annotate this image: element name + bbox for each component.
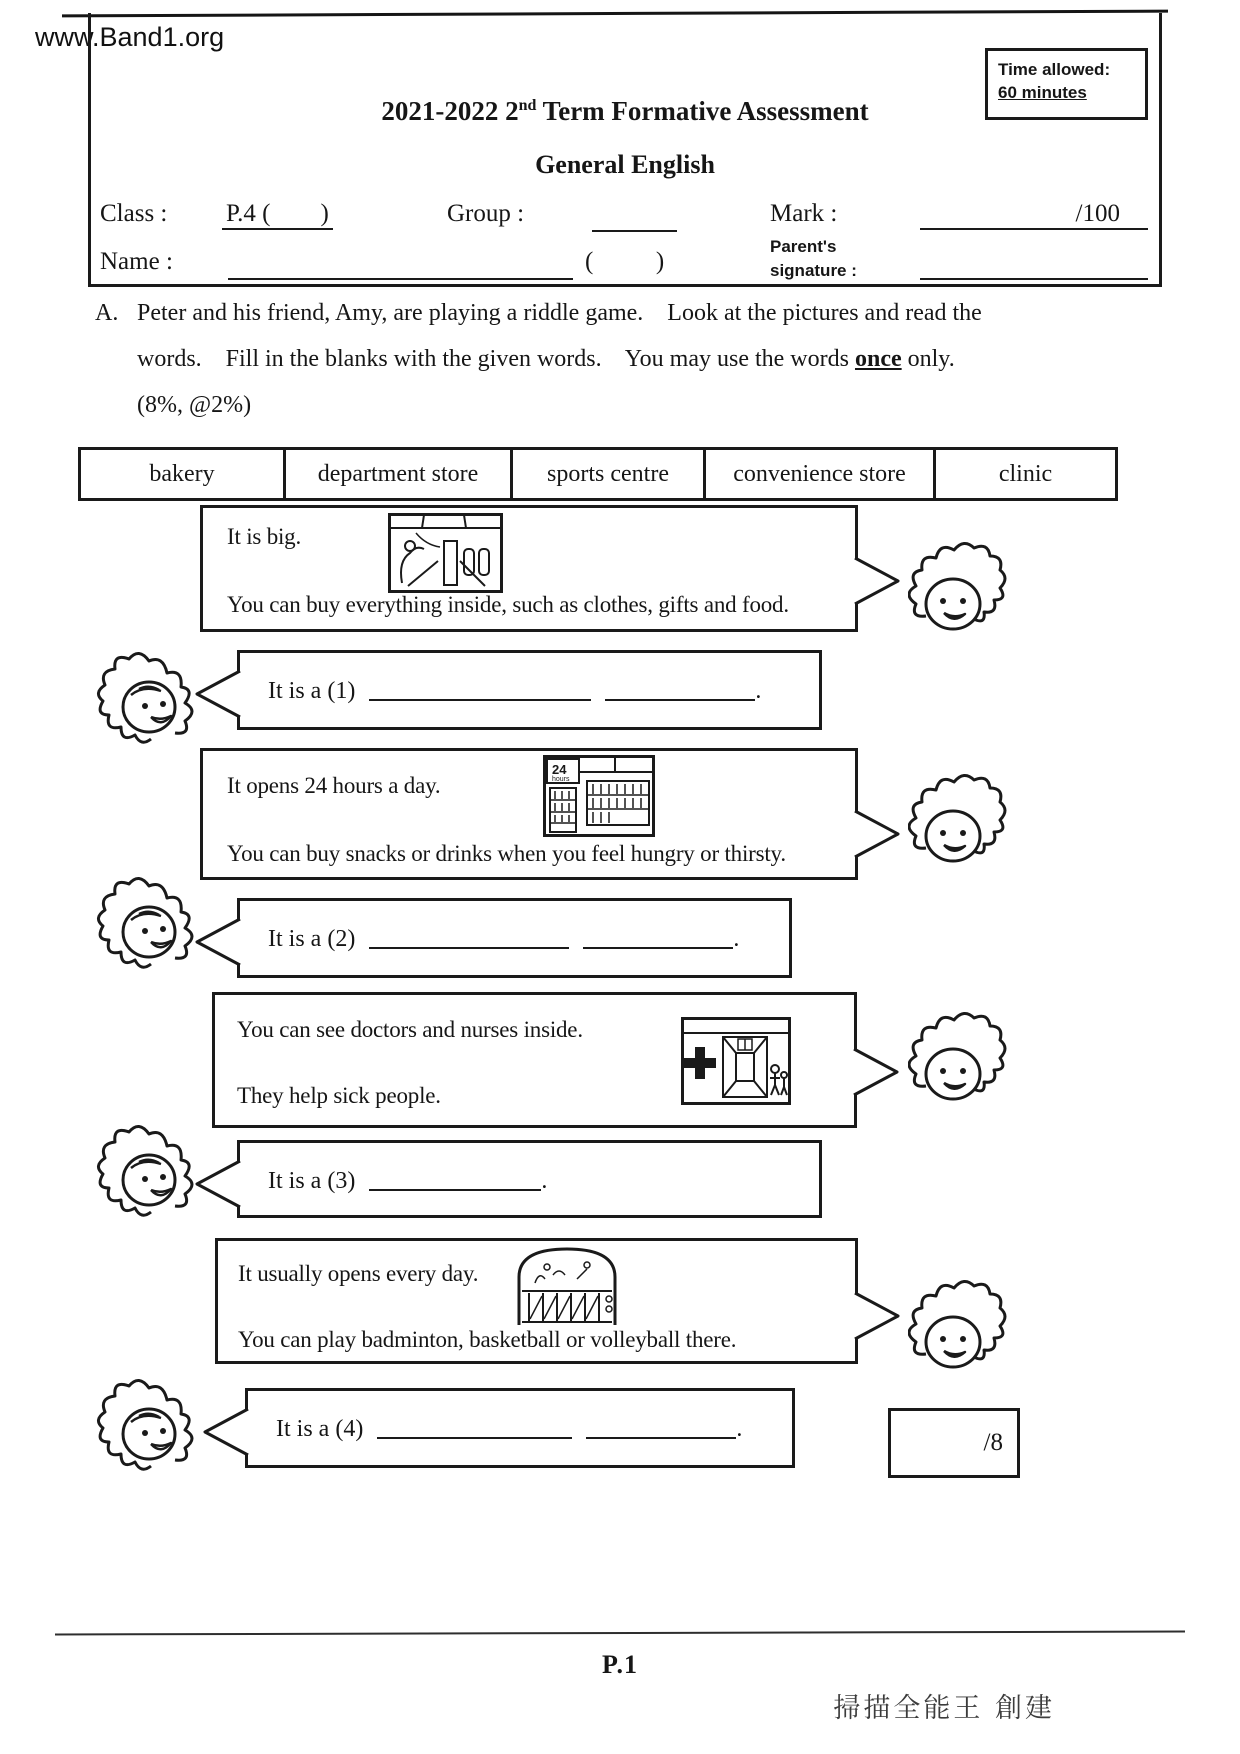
marks-allocation: (8%, @2%) xyxy=(137,392,252,418)
instruction-line-2-before: words. Fill in the blanks with the given words. You may use the words xyxy=(137,346,855,372)
riddle-2-bubble-tail xyxy=(851,809,901,859)
instruction-line-1: Peter and his friend, Amy, are playing a riddle game. Look at the pictures and read the xyxy=(137,300,982,326)
site-watermark: www.Band1.org xyxy=(35,22,225,52)
answer-4-bubble xyxy=(245,1388,795,1468)
section-score-value: /8 xyxy=(983,1429,1003,1456)
amy-face-icon xyxy=(86,1372,198,1494)
name-label: Name : xyxy=(100,248,173,275)
answer-3-blank-1 xyxy=(369,1167,541,1191)
group-blank-field xyxy=(592,202,677,232)
amy-face-icon xyxy=(86,870,198,992)
answer-2-prefix: It is a (2) xyxy=(268,926,356,952)
parents-signature-blank-field xyxy=(920,250,1148,280)
word-bank-cell-clinic: clinic xyxy=(998,460,1053,487)
exam-title-suffix: Term Formative Assessment xyxy=(536,96,869,126)
convenience-store-picture-icon xyxy=(543,755,655,837)
section-score-box xyxy=(888,1408,1020,1478)
peter-face-icon xyxy=(908,538,1008,646)
riddle-3-bubble-tail xyxy=(850,1047,900,1097)
parents-signature-label-line1: Parent's xyxy=(770,237,837,256)
answer-4-prefix: It is a (4) xyxy=(276,1416,364,1442)
riddle-1-line-1: It is big. xyxy=(227,524,302,549)
answer-1-bubble-tail xyxy=(194,669,244,719)
exam-subject: General English xyxy=(535,150,715,179)
peter-face-icon xyxy=(908,1276,1008,1384)
section-a-label: A. xyxy=(95,300,119,326)
convenience-store-sign-hours: hours xyxy=(552,776,570,783)
answer-2-blank-2 xyxy=(583,925,733,949)
convenience-store-sign-24: 24 xyxy=(552,762,567,777)
answer-1-bubble xyxy=(237,650,822,730)
answer-3-prefix: It is a (3) xyxy=(268,1168,356,1194)
answer-1-period: . xyxy=(755,678,762,704)
mark-label: Mark : xyxy=(770,200,838,227)
mark-total: /100 xyxy=(1075,200,1120,227)
riddle-4-bubble-tail xyxy=(851,1291,901,1341)
instruction-once-emphasis: once xyxy=(854,346,902,372)
class-value-field: P.4 ( ) xyxy=(222,200,333,230)
riddle-3-line-1: You can see doctors and nurses inside. xyxy=(237,1017,583,1042)
answer-1-prefix: It is a (1) xyxy=(268,678,356,704)
name-blank-field xyxy=(228,250,573,280)
department-store-picture-icon xyxy=(388,513,503,593)
peter-face-icon xyxy=(908,770,1008,878)
page-bottom-scan-line xyxy=(55,1631,1185,1636)
answer-4-blank-1 xyxy=(377,1415,572,1439)
answer-1-blank-2 xyxy=(605,677,755,701)
time-allowed-value: 60 minutes xyxy=(998,82,1087,102)
riddle-2-line-2: You can buy snacks or drinks when you feel hungry or thirsty. xyxy=(227,841,786,866)
answer-2-bubble xyxy=(237,898,792,978)
group-label: Group : xyxy=(447,200,525,227)
amy-face-icon xyxy=(86,645,198,767)
instruction-line-2 xyxy=(137,346,955,373)
riddle-1-bubble xyxy=(200,505,858,632)
sports-centre-picture-icon xyxy=(513,1243,621,1327)
riddle-1-bubble-tail xyxy=(851,556,901,606)
answer-3-bubble xyxy=(237,1140,822,1218)
answer-4-bubble-tail xyxy=(202,1407,252,1457)
word-bank-cell-department-store: department store xyxy=(286,450,513,498)
answer-4-period: . xyxy=(736,1416,743,1442)
exam-title-ordinal: nd xyxy=(518,97,537,114)
exam-title-prefix: 2021-2022 2 xyxy=(381,96,519,126)
answer-3-period: . xyxy=(541,1168,548,1194)
riddle-2-bubble xyxy=(200,748,858,880)
class-label: Class : xyxy=(100,200,168,227)
riddle-3-bubble xyxy=(212,992,857,1128)
answer-2-bubble-tail xyxy=(194,917,244,967)
riddle-4-bubble xyxy=(215,1238,858,1364)
time-allowed-label: Time allowed: xyxy=(998,60,1111,79)
clinic-picture-icon xyxy=(681,1017,791,1105)
riddle-2-line-1: It opens 24 hours a day. xyxy=(227,773,441,798)
instruction-line-2-after: only. xyxy=(901,346,955,372)
riddle-1-line-2: You can buy everything inside, such as clothes, gifts and food. xyxy=(227,592,789,617)
scanner-credit: 掃描全能王 創建 xyxy=(833,1693,1055,1724)
parents-signature-label-line2: signature : xyxy=(770,261,857,280)
word-bank-table xyxy=(78,447,1118,501)
answer-4-blank-2 xyxy=(586,1415,736,1439)
word-bank-cell-bakery: bakery xyxy=(81,450,286,498)
word-bank-cell-convenience-store: convenience store xyxy=(706,450,936,498)
answer-1-blank-1 xyxy=(369,677,591,701)
exam-title xyxy=(88,96,1162,127)
mark-blank-field xyxy=(920,200,1148,230)
word-bank-cell-sports-centre: sports centre xyxy=(513,450,706,498)
page-number: P.1 xyxy=(602,1650,638,1679)
answer-2-period: . xyxy=(733,926,740,952)
riddle-3-line-2: They help sick people. xyxy=(237,1083,441,1108)
amy-face-icon xyxy=(86,1118,198,1240)
riddle-4-line-2: You can play badminton, basketball or volleyball there. xyxy=(238,1327,737,1352)
riddle-4-line-1: It usually opens every day. xyxy=(238,1261,479,1286)
answer-2-blank-1 xyxy=(369,925,569,949)
answer-3-bubble-tail xyxy=(194,1159,244,1209)
peter-face-icon xyxy=(908,1008,1008,1116)
name-class-number-paren: ( ) xyxy=(585,248,665,275)
